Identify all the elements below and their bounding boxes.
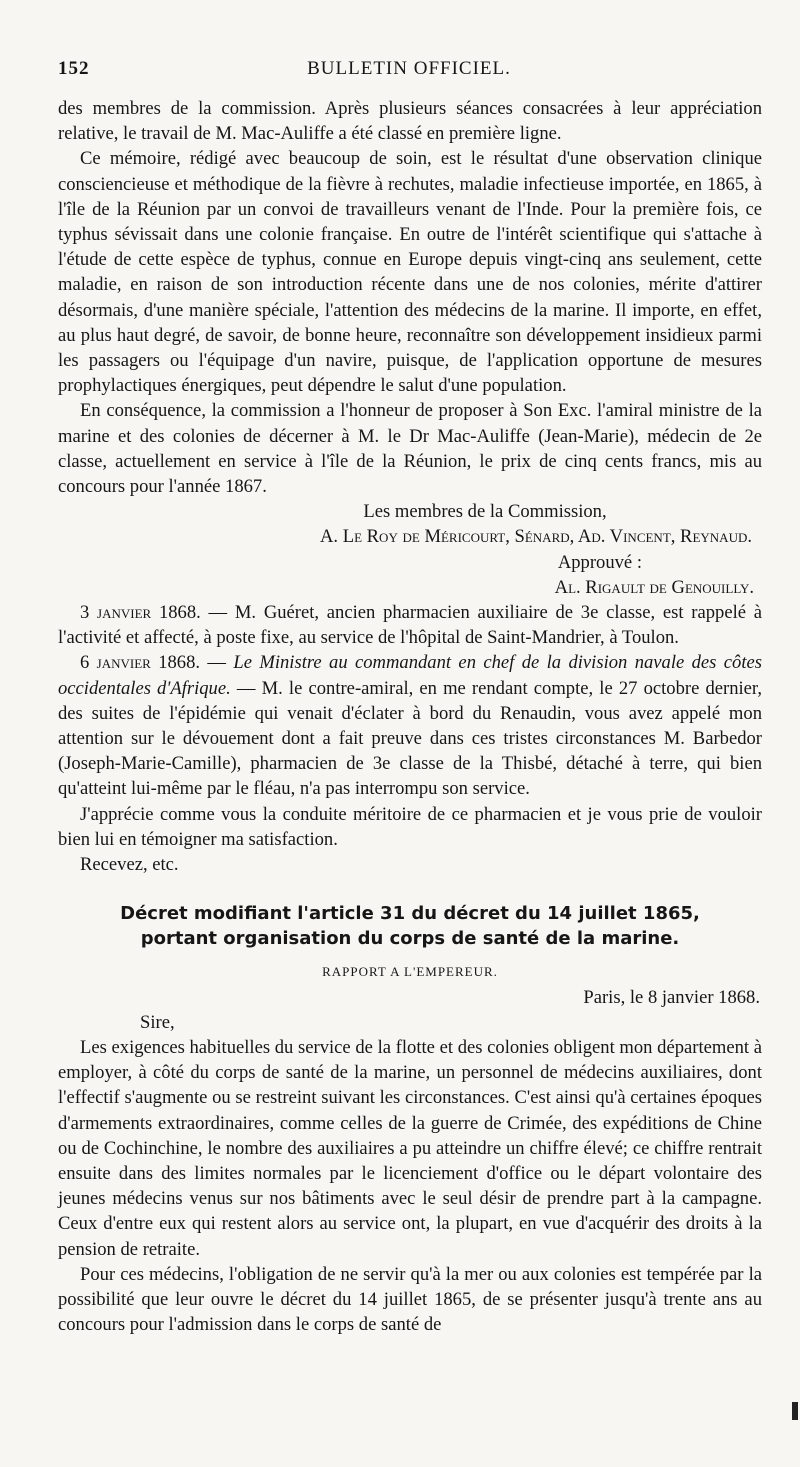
- commission-paragraph-1: des membres de la commission. Après plusieurs séances consacrées à leur appréciation relative, le travail de M. Mac-Auliffe a été classé en première ligne.: [58, 98, 762, 145]
- entry-text: — M. le contre-amiral, en me rendant compte, le 27 octobre dernier, des suites de l'épidémie qui venait d'éclater à bord du Renaudin, vous avez appelé mon attention sur le dévouement dont a fait preuve dans ces tristes circonstances M. Barbedor (Joseph-Marie-Camille), pharmacien de 3e classe de la Thisbé, détaché à terre, qui bien qu'atteint lui-même par le fléau, n'a pas interrompu son service.: [58, 677, 762, 800]
- page-number: 152: [58, 58, 90, 79]
- decree-title: [58, 901, 762, 951]
- approver-signature: Al. Rigault de Genouilly.: [554, 576, 754, 598]
- decree-title-line-2: portant organisation du corps de santé de la marine.: [140, 928, 680, 950]
- entry-text: M. Guéret, ancien pharmacien auxiliaire de 3e classe, est rappelé à l'activité et affecté, à poste fixe, au service de l'hôpital de Saint-Mandrier, à Toulon.: [58, 602, 762, 649]
- running-title: BULLETIN OFFICIEL.: [307, 58, 511, 79]
- entry-heading: Le Ministre au commandant en chef de la division navale des côtes occidentales d'Afrique.: [58, 652, 762, 699]
- report-paragraph-1: Les exigences habituelles du service de la flotte et des colonies obligent mon département à employer, à côté du corps de santé de la marine, un personnel de médecins auxiliaires, dont l'effectif s'augmente ou se restreint suivant les circonstances. C'est ainsi qu'à certaines époques d'armements extraordinaires, comme celles de la guerre de Crimée, des expéditions de Chine ou de Cochinchine, le nombre des auxiliaires a pu atteindre un chiffre élevé; ce chiffre rentrait ensuite dans des limites normales par le licenciement d'office ou le départ volontaire des jeunes médecins venus sur nos bâtiments avec le seul désir de prendre part à la campagne. Ceux d'entre eux qui restent alors au service ont, la plupart, en vue d'acquérir des droits à la pension de retraite.: [58, 1036, 762, 1260]
- members-label: Les membres de la Commission,: [363, 501, 607, 523]
- members-signatures: A. Le Roy de Méricourt, Sénard, Ad. Vincent, Reynaud.: [319, 526, 752, 548]
- commission-paragraph-3: En conséquence, la commission a l'honneur de proposer à Son Exc. l'amiral ministre de la marine et des colonies de décerner à M. le Dr Mac-Auliffe (Jean-Marie), médecin de 2e classe, actuellement en service à l'île de la Réunion, le prix de cinq cents francs, mis au concours pour l'année 1867.: [58, 400, 762, 498]
- salutation: Sire,: [140, 1011, 175, 1033]
- barbedor-paragraph-2: J'apprécie comme vous la conduite méritoire de ce pharmacien et je vous prie de vouloir bien lui en témoigner ma satisfaction.: [58, 803, 762, 850]
- gueret-entry: [58, 600, 762, 650]
- report-heading: RAPPORT A L'EMPEREUR.: [322, 964, 498, 980]
- place-date: Paris, le 8 janvier 1868.: [583, 986, 760, 1008]
- margin-mark: [792, 1402, 798, 1420]
- entry-date: 6 janvier 1868. —: [80, 652, 227, 674]
- commission-paragraph-2: Ce mémoire, rédigé avec beaucoup de soin, est le résultat d'une observation clinique consciencieuse et méthodique de la fièvre à rechutes, maladie infectieuse importée, en 1865, à l'île de la Réunion par un convoi de travailleurs venant de l'Inde. Pour la première fois, ce typhus sévissait dans une colonie française. En outre de l'intérêt scientifique qui s'attache à l'étude de cette espèce de typhus, connue en Europe depuis vingt-cinq ans seulement, cette maladie, en raison de son introduction récente dans une de nos colonies, mérite d'attirer désormais, d'une manière spéciale, l'attention des médecins de la marine. Il importe, en effet, au plus haut degré, de savoir, de bonne heure, reconnaître son développement insidieux parmi les passagers ou l'équipage d'un navire, puisque, de l'application opportune de mesures prophylactiques énergiques, peut dépendre le salut d'une population.: [58, 148, 762, 397]
- decree-title-line-1: Décret modifiant l'article 31 du décret du 14 juillet 1865,: [120, 903, 700, 925]
- body-text: [58, 96, 762, 1337]
- closing-formula: Recevez, etc.: [80, 854, 179, 876]
- approved-label: Approuvé :: [557, 551, 642, 573]
- barbedor-entry: [58, 650, 762, 801]
- report-paragraph-2: Pour ces médecins, l'obligation de ne servir qu'à la mer ou aux colonies est tempérée par la possibilité que leur ouvre le décret du 14 juillet 1865, de se présenter jusqu'à trente ans au concours pour l'admission dans le corps de santé de: [58, 1263, 762, 1336]
- entry-date: 3 janvier 1868. —: [80, 602, 228, 624]
